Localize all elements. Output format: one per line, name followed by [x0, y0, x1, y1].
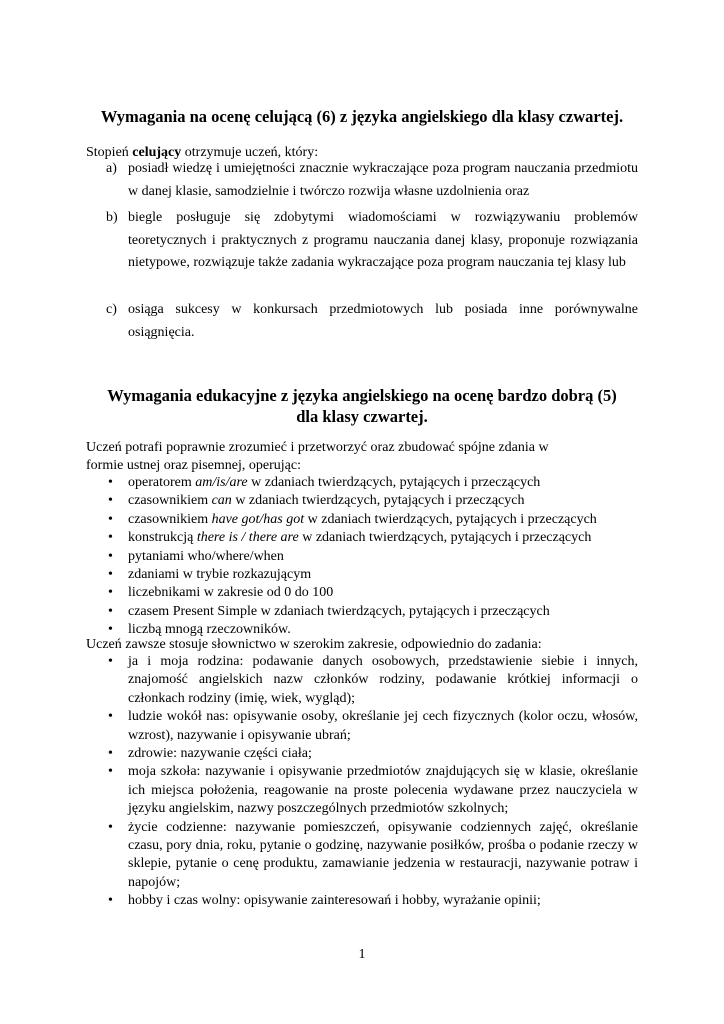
grade-name: celujący: [132, 145, 182, 160]
item-text: osiąga sukcesy w konkursach przedmiotowych lub posiada inne porównywalne osiągnięcia.: [128, 302, 638, 340]
item-text: biegle posługuje się zdobytymi wiadomościami w rozwiązywaniu problemów teoretycznych i praktycznych z programu nauczania danej klasy, proponuje rozwiązania nietypowe, rozwiązuje także zadania wykraczające poza program nauczania tej klasy lub: [128, 210, 638, 270]
section2-intro-line2: formie ustnej oraz pisemnej, operując:: [86, 458, 301, 473]
item-marker: b): [106, 210, 118, 225]
grammar-list: [106, 474, 638, 640]
section2-title: Wymagania edukacyjne z języka angielskiego na ocenę bardzo dobrą (5) dla klasy czwartej.: [107, 386, 617, 426]
vocab-list: [106, 653, 638, 911]
list-item: • pytaniami who/where/when: [106, 548, 638, 566]
item-marker: a): [106, 161, 117, 176]
section1-intro: Stopień celujący otrzymuje uczeń, który:: [86, 145, 319, 160]
list-item: • czasem Present Simple w zdaniach twierdzących, pytających i przeczących: [106, 603, 638, 621]
page-number: 1: [358, 947, 366, 962]
vocab-intro: Uczeń zawsze stosuje słownictwo w szerokim zakresie, odpowiednio do zadania:: [86, 637, 542, 652]
section2-intro-line1: Uczeń potrafi poprawnie zrozumieć i przetworzyć oraz zbudować spójne zdania w: [86, 440, 549, 455]
list-item: • liczbą mnogą rzeczowników.: [106, 621, 638, 639]
list-item: • operatorem am/is/are w zdaniach twierdzących, pytających i przeczących: [106, 474, 638, 492]
list-item: • czasownikiem have got/has got w zdaniach twierdzących, pytających i przeczących: [106, 511, 638, 529]
section1-title: Wymagania na ocenę celującą (6) z języka angielskiego dla klasy czwartej.: [100, 107, 624, 126]
list-item: • ludzie wokół nas: opisywanie osoby, określanie jej cech fizycznych (kolor oczu, włosów, wzrost), nazywanie i opisywanie ubrań;: [106, 708, 638, 745]
list-item: • czasownikiem can w zdaniach twierdzących, pytających i przeczących: [106, 492, 638, 510]
requirement-item-b: [106, 207, 638, 275]
list-item: • hobby i czas wolny: opisywanie zainteresowań i hobby, wyrażanie opinii;: [106, 892, 638, 910]
list-item: • konstrukcją there is / there are w zdaniach twierdzących, pytających i przeczących: [106, 529, 638, 547]
list-item: • moja szkoła: nazywanie i opisywanie przedmiotów znajdujących się w klasie, określanie ich miejsca położenia, reagowanie na proste polecenia wydawane przez nauczyciela w języku angielskim, nazwy poszczególnych przedmiotów szkolnych;: [106, 763, 638, 818]
requirement-item-a: [106, 158, 638, 203]
list-item: • życie codzienne: nazywanie pomieszczeń, opisywanie codziennych zajęć, określanie czasu, pory dnia, roku, pytanie o godzinę, nazywanie posiłków, prośba o podanie rzeczy w sklepie, pytanie o cenę produktu, zamawianie jedzenia w restauracji, nazywanie potraw i napojów;: [106, 819, 638, 893]
requirement-item-c: [106, 299, 638, 344]
list-item: • liczebnikami w zakresie od 0 do 100: [106, 584, 638, 602]
list-item: • zdrowie: nazywanie części ciała;: [106, 745, 638, 763]
list-item: • zdaniami w trybie rozkazującym: [106, 566, 638, 584]
list-item: • ja i moja rodzina: podawanie danych osobowych, przedstawienie siebie i innych, znajomość angielskich nazw członków rodziny, podawanie krótkiej informacji o członkach rodziny (imię, wiek, wygląd);: [106, 653, 638, 708]
item-text: posiadł wiedzę i umiejętności znacznie wykraczające poza program nauczania przedmiotu w danej klasie, samodzielnie i twórczo rozwija własne uzdolnienia oraz: [128, 161, 638, 199]
item-marker: c): [106, 302, 117, 317]
